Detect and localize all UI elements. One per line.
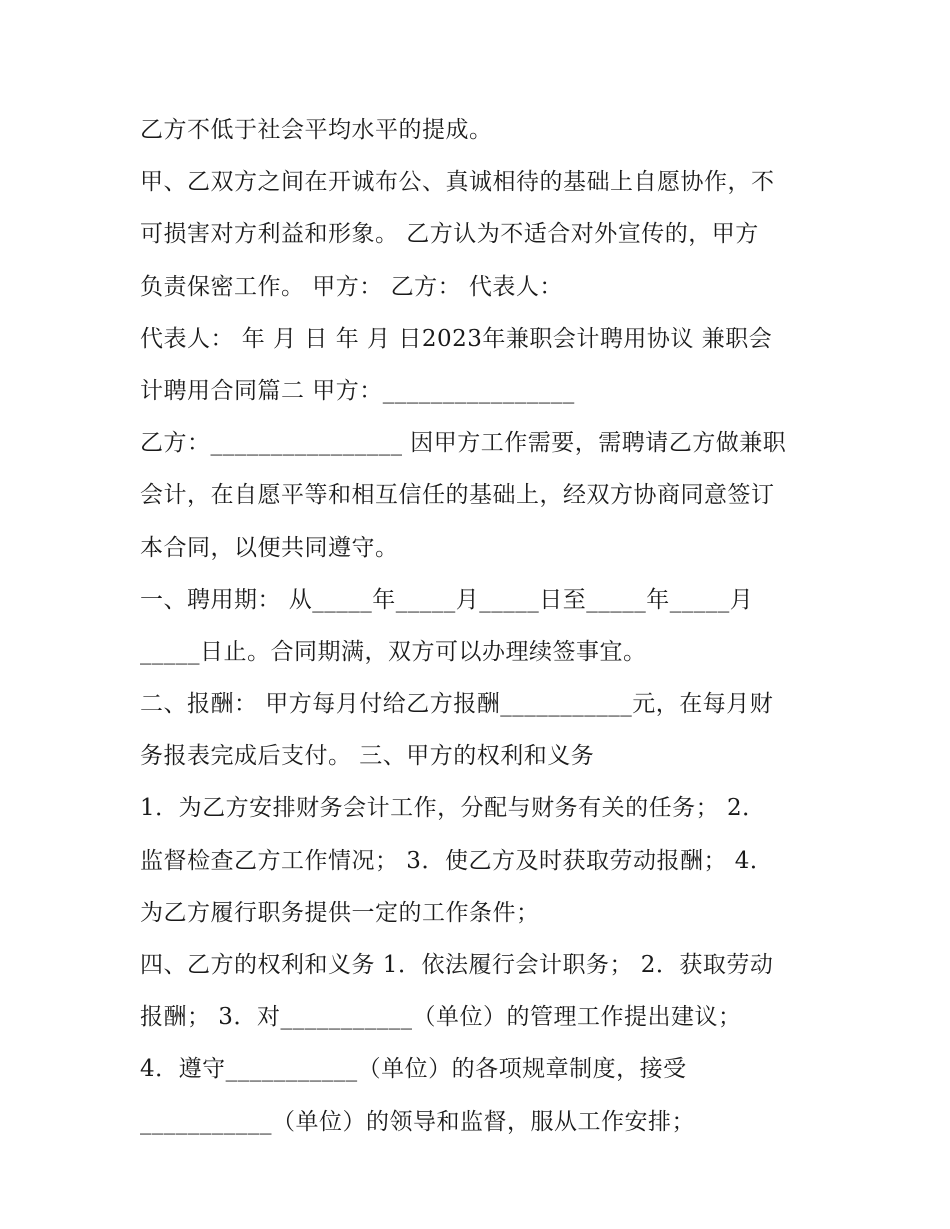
- text-line-19: 4．遵守___________（单位）的各项规章制度，接受: [140, 1056, 687, 1083]
- text-line-10: 一、聘用期： 从_____年_____月_____日至_____年_____月: [140, 586, 754, 613]
- text-line-3: 可损害对方利益和形象。 乙方认为不适合对外宣传的，甲方: [140, 221, 759, 248]
- text-line-8: 会计，在自愿平等和相互信任的基础上，经双方协商同意签订: [140, 482, 775, 509]
- text-line-14: 1．为乙方安排财务会计工作，分配与财务有关的任务； 2．: [140, 795, 766, 822]
- text-line-11: _____日止。合同期满，双方可以办理续签事宜。: [140, 638, 647, 665]
- text-line-16: 为乙方履行职务提供一定的工作条件；: [140, 899, 540, 926]
- text-line-12: 二、报酬： 甲方每月付给乙方报酬___________元，在每月财: [140, 691, 774, 718]
- text-line-1: 乙方不低于社会平均水平的提成。: [140, 117, 493, 143]
- text-line-18: 报酬； 3．对___________（单位）的管理工作提出建议；: [140, 1004, 742, 1031]
- text-line-2: 甲、乙双方之间在开诚布公、真诚相待的基础上自愿协作，不: [140, 169, 775, 196]
- text-line-4: 负责保密工作。 甲方： 乙方： 代表人：: [140, 273, 563, 300]
- text-line-6: 计聘用合同篇二 甲方：________________: [140, 377, 575, 404]
- text-line-7: 乙方：________________ 因甲方工作需要，需聘请乙方做兼职: [140, 430, 787, 457]
- text-line-20: ___________（单位）的领导和监督，服从工作安排；: [140, 1108, 695, 1135]
- text-line-17: 四、乙方的权利和义务 1．依法履行会计职务； 2．获取劳动: [140, 952, 774, 978]
- text-line-15: 监督检查乙方工作情况； 3．使乙方及时获取劳动报酬； 4．: [140, 847, 774, 874]
- text-line-13: 务报表完成后支付。 三、甲方的权利和义务: [140, 743, 595, 770]
- text-line-9: 本合同，以便共同遵守。: [140, 534, 399, 561]
- text-line-5: 代表人： 年 月 日 年 月 日2023年兼职会计聘用协议 兼职会: [140, 325, 773, 352]
- document-body: [140, 104, 830, 1148]
